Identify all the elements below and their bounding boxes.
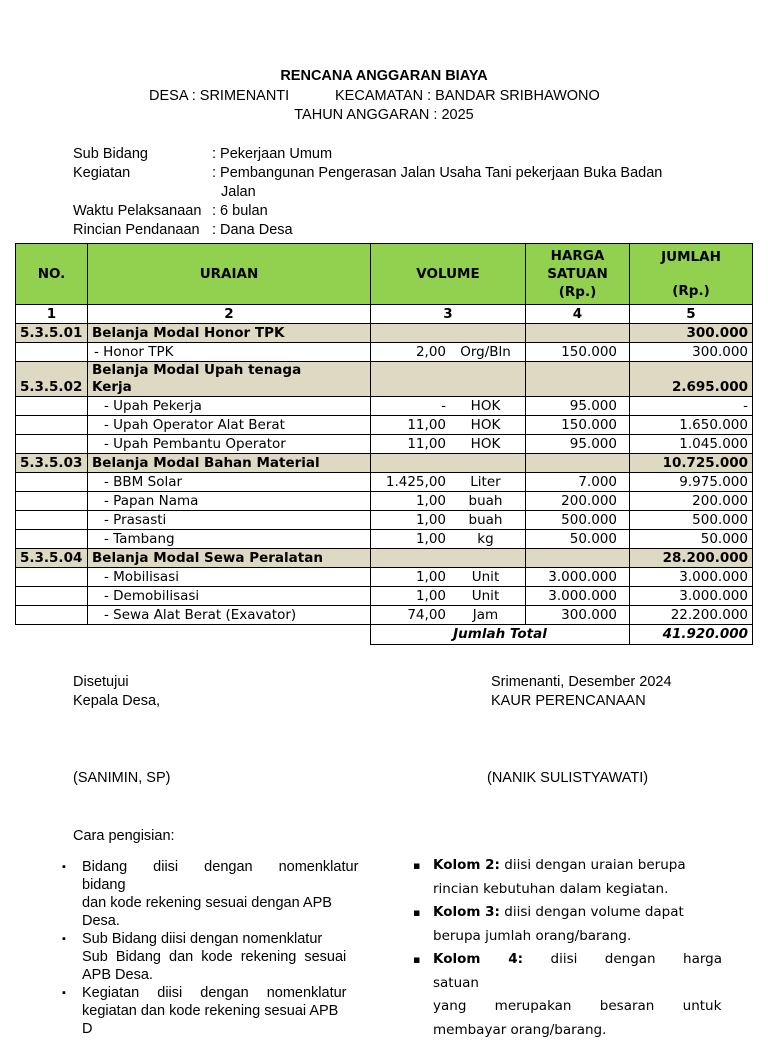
item-code <box>16 530 88 549</box>
waktu-label: Waktu Pelaksanaan <box>73 203 201 219</box>
volume-cell <box>371 344 525 361</box>
item-volume <box>371 343 526 362</box>
item-volume <box>371 606 526 625</box>
item-name: - Upah Pembantu Operator <box>88 435 371 454</box>
column-number-row <box>16 305 753 324</box>
item-vol-value: 1,00 <box>371 531 446 548</box>
document-title: RENCANA ANGGARAN BIAYA <box>0 68 768 84</box>
item-volume <box>371 511 526 530</box>
item-name: - Tambang <box>88 530 371 549</box>
item-name: - Prasasti <box>88 511 371 530</box>
header-harga-line3: (Rp.) <box>530 283 625 301</box>
note-line: D <box>82 1020 369 1038</box>
item-name: - BBM Solar <box>88 473 371 492</box>
header-jumlah <box>630 244 753 305</box>
item-price: 95.000 <box>526 397 630 416</box>
section-row <box>16 549 753 568</box>
col-number: 5 <box>630 305 753 324</box>
item-amount: 22.200.000 <box>630 606 753 625</box>
item-amount: 1.650.000 <box>630 416 753 435</box>
item-name: - Upah Operator Alat Berat <box>88 416 371 435</box>
item-vol-value: 1,00 <box>371 588 446 605</box>
section-price <box>526 362 630 397</box>
kaur-label: KAUR PERENCANAAN <box>491 693 646 709</box>
volume-cell <box>371 588 525 605</box>
col-number: 4 <box>526 305 630 324</box>
item-code <box>16 473 88 492</box>
item-amount: 200.000 <box>630 492 753 511</box>
item-vol-value: 11,00 <box>371 436 446 453</box>
header-harga-line2: SATUAN <box>530 265 625 283</box>
note-item <box>60 858 369 930</box>
sub-bidang-value: : Pekerjaan Umum <box>212 146 332 162</box>
item-amount: 1.045.000 <box>630 435 753 454</box>
notes-left-list <box>60 858 369 1038</box>
item-code <box>16 587 88 606</box>
section-total: 2.695.000 <box>630 362 753 397</box>
sub-bidang-label: Sub Bidang <box>73 146 148 162</box>
bullet-icon: ▪ <box>62 858 66 876</box>
item-code <box>16 606 88 625</box>
item-amount: 3.000.000 <box>630 568 753 587</box>
item-volume <box>371 587 526 606</box>
item-vol-value: 1,00 <box>371 569 446 586</box>
col-number: 3 <box>371 305 526 324</box>
volume-cell <box>371 398 525 415</box>
item-row <box>16 435 753 454</box>
section-code: 5.3.5.02 <box>16 362 88 397</box>
section-name: Belanja Modal Honor TPK <box>88 324 371 343</box>
item-row <box>16 492 753 511</box>
header-no: NO. <box>16 244 88 305</box>
item-unit: Unit <box>446 569 525 586</box>
bullet-icon: ▪ <box>62 930 66 948</box>
note-line: berupa jumlah orang/barang. <box>433 925 722 949</box>
item-price: 7.000 <box>526 473 630 492</box>
rincian-label: Rincian Pendanaan <box>73 222 200 238</box>
section-code: 5.3.5.03 <box>16 454 88 473</box>
item-unit: HOK <box>446 436 525 453</box>
item-row <box>16 530 753 549</box>
item-row <box>16 511 753 530</box>
place-date: Srimenanti, Desember 2024 <box>491 674 672 690</box>
note-line: yang merupakan besaran untuk <box>433 995 722 1019</box>
item-row <box>16 568 753 587</box>
item-amount: 50.000 <box>630 530 753 549</box>
section-row <box>16 454 753 473</box>
item-unit: HOK <box>446 417 525 434</box>
section-total: 10.725.000 <box>630 454 753 473</box>
item-unit: HOK <box>446 398 525 415</box>
kaur-name: (NANIK SULISTYAWATI) <box>487 770 648 786</box>
total-value: 41.920.000 <box>630 625 753 645</box>
note-line: Sub Bidang dan kode rekening sesuai <box>82 948 369 966</box>
item-unit: Org/Bln <box>446 344 525 361</box>
item-vol-value: 1,00 <box>371 512 446 529</box>
item-row <box>16 473 753 492</box>
section-row <box>16 362 753 397</box>
item-price: 50.000 <box>526 530 630 549</box>
kegiatan-label: Kegiatan <box>73 165 130 181</box>
section-name: Belanja Modal Sewa Peralatan <box>88 549 371 568</box>
volume-cell <box>371 474 525 491</box>
header-harga-line1: HARGA <box>530 247 625 265</box>
section-name: Belanja Modal Bahan Material <box>88 454 371 473</box>
item-name: - Honor TPK <box>88 343 371 362</box>
item-row <box>16 606 753 625</box>
tahun-anggaran: TAHUN ANGGARAN : 2025 <box>0 107 768 123</box>
item-row <box>16 587 753 606</box>
kepala-desa-name: (SANIMIN, SP) <box>73 770 170 786</box>
volume-cell <box>371 607 525 624</box>
item-name: - Demobilisasi <box>88 587 371 606</box>
item-price: 150.000 <box>526 416 630 435</box>
note-item <box>411 948 722 1042</box>
kegiatan-value: : Pembangunan Pengerasan Jalan Usaha Tani pekerjaan Buka Badan <box>212 165 662 181</box>
section-total: 28.200.000 <box>630 549 753 568</box>
item-name: - Upah Pekerja <box>88 397 371 416</box>
kepala-desa-label: Kepala Desa, <box>73 693 160 709</box>
item-amount: - <box>630 397 753 416</box>
item-code <box>16 492 88 511</box>
section-code: 5.3.5.04 <box>16 549 88 568</box>
section-price <box>526 454 630 473</box>
note-line: kegiatan dan kode rekening sesuai APB <box>82 1002 369 1020</box>
approval-label: Disetujui <box>73 674 129 690</box>
budget-table <box>15 243 753 645</box>
item-volume <box>371 530 526 549</box>
volume-cell <box>371 493 525 510</box>
item-unit: buah <box>446 493 525 510</box>
item-unit: Unit <box>446 588 525 605</box>
item-code <box>16 568 88 587</box>
volume-cell <box>371 531 525 548</box>
item-price: 95.000 <box>526 435 630 454</box>
note-line: bidang <box>82 876 369 894</box>
item-code <box>16 435 88 454</box>
item-volume <box>371 416 526 435</box>
note-line: Desa. <box>82 912 369 930</box>
section-row <box>16 324 753 343</box>
total-label: Jumlah Total <box>371 625 630 645</box>
note-item <box>411 901 722 948</box>
item-unit: kg <box>446 531 525 548</box>
note-text: diisi dengan volume dapat <box>500 904 684 920</box>
note-item <box>60 984 369 1038</box>
volume-cell <box>371 417 525 434</box>
section-volume <box>371 549 526 568</box>
volume-cell <box>371 569 525 586</box>
item-unit: Jam <box>446 607 525 624</box>
item-amount: 9.975.000 <box>630 473 753 492</box>
section-name-line: Belanja Modal Upah tenaga <box>92 362 366 379</box>
note-item <box>411 854 722 901</box>
item-code <box>16 397 88 416</box>
item-vol-value: - <box>371 398 446 415</box>
item-volume <box>371 397 526 416</box>
item-price: 300.000 <box>526 606 630 625</box>
item-vol-value: 2,00 <box>371 344 446 361</box>
item-code <box>16 343 88 362</box>
item-vol-value: 74,00 <box>371 607 446 624</box>
note-item <box>60 930 369 984</box>
item-price: 500.000 <box>526 511 630 530</box>
item-amount: 300.000 <box>630 343 753 362</box>
total-blank <box>16 625 371 645</box>
item-amount: 3.000.000 <box>630 587 753 606</box>
item-name: - Sewa Alat Berat (Exavator) <box>88 606 371 625</box>
note-line <box>433 901 722 925</box>
item-price: 150.000 <box>526 343 630 362</box>
bullet-icon: ▪ <box>413 854 420 878</box>
header-uraian: URAIAN <box>88 244 371 305</box>
section-code: 5.3.5.01 <box>16 324 88 343</box>
item-volume <box>371 435 526 454</box>
note-line: APB Desa. <box>82 966 369 984</box>
item-code <box>16 416 88 435</box>
col-number: 2 <box>88 305 371 324</box>
note-line: Sub Bidang diisi dengan nomenklatur <box>82 930 369 948</box>
note-line: rincian kebutuhan dalam kegiatan. <box>433 878 722 902</box>
col-number: 1 <box>16 305 88 324</box>
note-text: Bidang diisi dengan nomenklatur <box>82 858 358 876</box>
section-name <box>88 362 371 397</box>
item-name: - Mobilisasi <box>88 568 371 587</box>
kegiatan-value-cont: Jalan <box>221 184 256 200</box>
bullet-icon: ▪ <box>413 901 420 925</box>
item-price: 3.000.000 <box>526 568 630 587</box>
volume-cell <box>371 512 525 529</box>
kecamatan-label: KECAMATAN : BANDAR SRIBHAWONO <box>335 88 600 104</box>
header-jumlah-line1: JUMLAH <box>634 248 748 266</box>
item-row <box>16 416 753 435</box>
note-line: membayar orang/barang. <box>433 1019 722 1042</box>
note-line: Kegiatan diisi dengan nomenklatur <box>82 984 369 1002</box>
section-name-line: Kerja <box>92 379 366 396</box>
note-line <box>82 858 369 876</box>
note-line <box>433 854 722 878</box>
bullet-icon: ▪ <box>62 984 66 1002</box>
item-price: 200.000 <box>526 492 630 511</box>
item-amount: 500.000 <box>630 511 753 530</box>
section-total: 300.000 <box>630 324 753 343</box>
item-volume <box>371 473 526 492</box>
note-text: diisi dengan harga satuan <box>433 951 722 991</box>
notes-right-list <box>411 854 722 1042</box>
header-volume: VOLUME <box>371 244 526 305</box>
section-volume <box>371 454 526 473</box>
total-row <box>16 625 753 645</box>
header-jumlah-line2: (Rp.) <box>634 282 748 300</box>
notes-heading: Cara pengisian: <box>73 828 175 844</box>
item-unit: buah <box>446 512 525 529</box>
section-volume <box>371 362 526 397</box>
item-name: - Papan Nama <box>88 492 371 511</box>
note-bold: Kolom 2: <box>433 857 500 873</box>
waktu-value: : 6 bulan <box>212 203 268 219</box>
section-price <box>526 549 630 568</box>
item-code <box>16 511 88 530</box>
bullet-icon: ▪ <box>413 948 420 972</box>
note-text: diisi dengan uraian berupa <box>500 857 686 873</box>
item-price: 3.000.000 <box>526 587 630 606</box>
item-row <box>16 343 753 362</box>
note-bold: Kolom 4: <box>433 951 523 967</box>
header-harga-satuan <box>526 244 630 305</box>
rincian-value: : Dana Desa <box>212 222 293 238</box>
item-row <box>16 397 753 416</box>
note-line: dan kode rekening sesuai dengan APB <box>82 894 369 912</box>
section-price <box>526 324 630 343</box>
desa-label: DESA : SRIMENANTI <box>149 88 289 104</box>
volume-cell <box>371 436 525 453</box>
item-vol-value: 1,00 <box>371 493 446 510</box>
item-volume <box>371 568 526 587</box>
note-bold: Kolom 3: <box>433 904 500 920</box>
item-vol-value: 1.425,00 <box>371 474 446 491</box>
item-volume <box>371 492 526 511</box>
section-volume <box>371 324 526 343</box>
item-unit: Liter <box>446 474 525 491</box>
note-line <box>433 948 722 995</box>
item-vol-value: 11,00 <box>371 417 446 434</box>
